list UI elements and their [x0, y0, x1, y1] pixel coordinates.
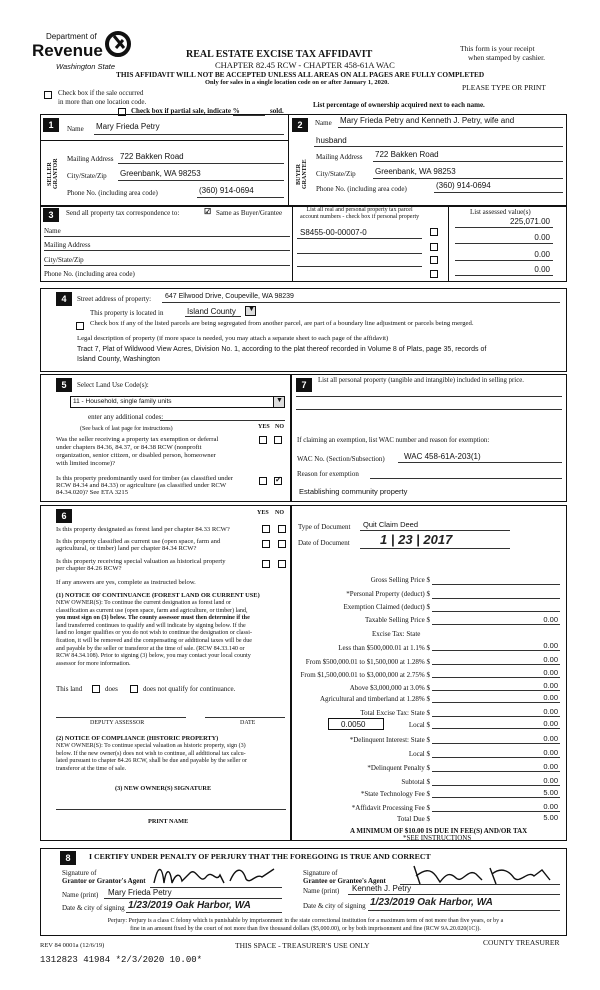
forest-yes-header: YES [257, 510, 269, 516]
located-label: This property is located in [90, 309, 164, 317]
multi-location-checkbox[interactable] [44, 91, 52, 99]
chevron-down-icon: ▼ [248, 306, 255, 313]
form-number: REV 84 0001a (12/6/19) [40, 942, 105, 949]
taxable-value[interactable]: 0.00 [543, 615, 558, 624]
legal-line-2[interactable]: Island County, Washington [77, 356, 160, 363]
recording-stamp: 1312823 41984 *2/3/2020 10.00* [40, 955, 203, 965]
this-land-label: This land [56, 685, 83, 693]
delinquent-local-label: Local $ [408, 750, 430, 758]
tech-fee-value[interactable]: 5.00 [543, 788, 558, 797]
doc-date-value[interactable]: 1 | 23 | 2017 [380, 532, 453, 547]
section-7-badge: 7 [296, 378, 312, 392]
forest-q2-no[interactable] [278, 540, 286, 548]
land-use-code: 11 - Household, single family units [73, 398, 172, 405]
ownership-label: List percentage of ownership acquired next to each name. [313, 101, 485, 109]
seller-city-value[interactable]: Greenbank, WA 98253 [120, 169, 201, 178]
grantee-date-value[interactable]: 1/23/2019 Oak Harbor, WA [370, 897, 493, 908]
delinquent-local-value[interactable]: 0.00 [543, 748, 558, 757]
street-label: Street address of property: [77, 295, 152, 303]
county-value[interactable]: Island County [187, 307, 236, 316]
seller-address-value[interactable]: 722 Bakken Road [120, 152, 184, 161]
timber-yes-checkbox[interactable] [259, 477, 267, 485]
local-rate-value: 0.0050 [341, 720, 366, 729]
revenue-text: Revenue [32, 41, 103, 60]
same-as-check-icon: ☑ [204, 207, 212, 216]
tier1-label: Less than $500,000.01 at 1.1% $ [338, 644, 430, 652]
seller-name-value[interactable]: Mary Frieda Petry [96, 122, 160, 131]
grantor-sig-label: Signature of Grantor or Grantor's Agent [62, 869, 146, 885]
deputy-assessor-label: DEPUTY ASSESSOR [90, 720, 145, 726]
compliance-title: (2) NOTICE OF COMPLIANCE (HISTORIC PROPERTY) [56, 735, 219, 742]
forest-q3: Is this property receiving special valuation as historical property per chapter 84.26 RCW? [56, 558, 226, 572]
forest-q3-no[interactable] [278, 560, 286, 568]
exemption-claimed-label: Exemption Claimed (deduct) $ [343, 603, 430, 611]
parcel-2-checkbox[interactable] [430, 243, 438, 251]
grantor-date-value[interactable]: 1/23/2019 Oak Harbor, WA [128, 900, 251, 911]
exemption-question: Was the seller receiving a property tax exemption or deferral under chapters 84.36, 84.37, or 84.38 RCW (nonprofit organization, senior citizen, or disabled person, homeowner with limited income)? [56, 436, 219, 467]
county-treasurer-label: COUNTY TREASURER [483, 938, 560, 947]
answer-yes-label: If any answers are yes, complete as instructed below. [56, 579, 196, 586]
dor-emblem-icon [105, 30, 131, 58]
partial-sale-label: Check box if partial sale, indicate % [131, 107, 240, 115]
sold-label: sold. [270, 107, 284, 115]
land-use-select-label: Select Land Use Code(s): [77, 381, 149, 389]
doc-type-value[interactable]: Quit Claim Deed [363, 520, 419, 529]
section-5-badge: 5 [56, 378, 72, 392]
see-back-label: (See back of last page for instructions) [80, 426, 173, 432]
buyer-name-cont[interactable]: husband [316, 136, 347, 145]
forest-q1: Is this property designated as forest land per chapter 84.33 RCW? [56, 526, 230, 533]
grantee-print-label: Name (print) [303, 887, 340, 895]
gross-label: Gross Selling Price $ [370, 576, 430, 584]
forest-no-header: NO [275, 510, 284, 516]
excise-state-label: Excise Tax: State [372, 630, 421, 638]
legal-label: Legal description of property (if more space is needed, you may attach a separate sheet to each page of the affidavit) [77, 335, 389, 342]
grantor-date-label: Date & city of signing [62, 904, 125, 912]
parcel-4-checkbox[interactable] [430, 270, 438, 278]
receipt-note: This form is your receipt when stamped by cashier. [460, 44, 546, 62]
only-for-text: Only for sales in a single location code on or after January 1, 2020. [205, 79, 389, 86]
timber-question: Is this property predominantly used for timber (as classified under RCW 84.34 and 84.33) or agriculture (as classified under RCW 84.34.020)? See ETA 3215 [56, 475, 233, 496]
date-label: DATE [240, 720, 256, 726]
seller-side-label: SELLER GRANTOR [47, 158, 59, 190]
forest-q3-yes[interactable] [262, 560, 270, 568]
tier3-label: From $1,500,000.01 to $3,000,000 at 2.75% $ [300, 671, 430, 679]
section-3-badge: 3 [43, 208, 59, 222]
doc-date-label: Date of Document [298, 539, 350, 547]
grantor-signature[interactable] [150, 863, 280, 889]
assessed-3[interactable]: 0.00 [534, 250, 550, 259]
land-does-checkbox[interactable] [92, 685, 100, 693]
delinquent-penalty-label: *Delinquent Penalty $ [367, 764, 430, 772]
parcel-1[interactable]: S8455-00-00007-0 [300, 228, 367, 237]
subtotal-value[interactable]: 0.00 [543, 776, 558, 785]
grantee-print-value[interactable]: Kenneth J. Petry [352, 884, 412, 893]
parcel-3-checkbox[interactable] [430, 256, 438, 264]
multi-location-label: Check box if the sale occurred in more than one location code. [58, 89, 147, 106]
assessed-2[interactable]: 0.00 [534, 233, 550, 242]
local-label: Local $ [408, 721, 430, 729]
segregated-label: Check box if any of the listed parcels are being segregated from another parcel, are part of a boundary line adjustment or parcels being merged. [90, 320, 474, 327]
doc-type-label: Type of Document [298, 523, 351, 531]
delinquent-state-label: *Delinquent Interest: State $ [349, 736, 430, 744]
forest-q2-yes[interactable] [262, 540, 270, 548]
land-use-dropdown-toggle[interactable] [273, 397, 284, 407]
section-8-badge: 8 [60, 851, 76, 865]
corr-phone-label: Phone No. (including area code) [44, 270, 135, 278]
county-dropdown[interactable] [245, 306, 256, 316]
buyer-name-label: Name [315, 119, 332, 127]
section-4-badge: 4 [56, 292, 72, 306]
see-instructions-label: *SEE INSTRUCTIONS [403, 834, 472, 842]
lu-no-header: NO [275, 424, 284, 430]
land-use-dropdown[interactable] [70, 396, 285, 408]
delinquent-state-value[interactable]: 0.00 [543, 734, 558, 743]
wac-label: WAC No. (Section/Subsection) [297, 455, 385, 463]
continuance-text: NEW OWNER(S): To continue the current designation as forest land or classification as current use (open space, farm and agriculture, or timber) land, you must sign on (3) below. The county assessor must then determine if the land transferred continues to qualify and will indicate by signing below. If the land no longer qualifies or you do not wish to continue the designation or classi- fication, it will be removed and the compensating or additional taxes will be due and payable by the seller or transferor at the time of sale. (RCW 84.33.140 or RCW 84.34.108). Prior to signing (3) below, you may contact your local county assessor for more information. [56, 600, 252, 667]
local-value[interactable]: 0.00 [543, 719, 558, 728]
delinquent-penalty-value[interactable]: 0.00 [543, 762, 558, 771]
buyer-city-value[interactable]: Greenbank, WA 98253 [375, 167, 456, 176]
seller-phone-label: Phone No. (including area code) [67, 189, 158, 197]
form-title: REAL ESTATE EXCISE TAX AFFIDAVIT [186, 49, 373, 60]
print-name-label: PRINT NAME [148, 818, 189, 825]
new-owner-signature-label: (3) NEW OWNER(S) SIGNATURE [115, 785, 212, 792]
dor-logo [30, 30, 130, 76]
checkmark-icon: ✓ [275, 475, 282, 484]
does-not-label: does not qualify for continuance. [143, 685, 236, 693]
local-rate-box[interactable] [328, 718, 384, 730]
forest-q1-yes[interactable] [262, 525, 270, 533]
buyer-side-label: BUYER GRANTEE [296, 159, 308, 189]
grantee-date-label: Date & city of signing [303, 902, 366, 910]
legal-line-1[interactable]: Tract 7, Plat of Wildwood View Acres, Division No. 1, according to the plat thereof recorded in Volume 8 of Plats, page 35, records of [77, 346, 487, 353]
corr-address-label: Mailing Address [44, 241, 91, 249]
total-due-label: Total Due $ [397, 815, 430, 823]
grantor-print-label: Name (print) [62, 891, 99, 899]
street-value[interactable]: 647 Ellwood Drive, Coupeville, WA 98239 [165, 293, 294, 300]
buyer-address-label: Mailing Address [316, 153, 363, 161]
section-2-badge: 2 [292, 118, 308, 132]
forest-q1-no[interactable] [278, 525, 286, 533]
same-as-label: Same as Buyer/Grantee [216, 209, 283, 217]
total-state-value[interactable]: 0.00 [543, 707, 558, 716]
exemption-claim-label: If claiming an exemption, list WAC number and reason for exemption: [297, 437, 490, 444]
wac-value[interactable]: WAC 458-61A-203(1) [404, 452, 481, 461]
exemption-yes-checkbox[interactable] [259, 436, 267, 444]
tier1-value[interactable]: 0.00 [543, 641, 558, 650]
tier4-label: Above $3,000,000 at 3.0% $ [349, 684, 430, 692]
buyer-phone-value[interactable]: (360) 914-0694 [436, 181, 491, 190]
tier4-value[interactable]: 0.00 [543, 681, 558, 690]
seller-name-label: Name [67, 125, 84, 133]
section-1-badge: 1 [43, 118, 59, 132]
forest-q2: Is this property classified as current use (open space, farm and agricultural, or timber) land per chapter 84.34 RCW? [56, 538, 221, 552]
seller-city-label: City/State/Zip [67, 172, 107, 180]
total-state-label: Total Excise Tax: State $ [360, 709, 430, 717]
chevron-down-icon: ▼ [276, 397, 283, 404]
minimum-due-label: A MINIMUM OF $10.00 IS DUE IN FEE(S) AND/OR TAX [350, 827, 528, 835]
exemption-no-checkbox[interactable] [274, 436, 282, 444]
personal-label: *Personal Property (deduct) $ [346, 590, 430, 598]
taxable-label: Taxable Selling Price $ [364, 616, 430, 624]
assessed-header: List assessed value(s) [470, 208, 531, 216]
lu-yes-header: YES [258, 424, 270, 430]
tier2-value[interactable]: 0.00 [543, 655, 558, 664]
tier3-value[interactable]: 0.00 [543, 668, 558, 677]
subtotal-label: Subtotal $ [401, 778, 430, 786]
warning-text: THIS AFFIDAVIT WILL NOT BE ACCEPTED UNLESS ALL AREAS ON ALL PAGES ARE FULLY COMPLETED [116, 70, 485, 79]
assessed-4[interactable]: 0.00 [534, 265, 550, 274]
compliance-text: NEW OWNER(S): To continue special valuation as historic property, sign (3) below. If the new owner(s) does not wish to continue, all additional tax calcu- lated pursuant to chapter 84.26 RCW, shall be due and payable by the seller or transferor at the time of sale. [56, 743, 247, 772]
agri-label: Agricultural and timberland at 1.28% $ [319, 695, 430, 703]
seller-phone-value[interactable]: (360) 914-0694 [199, 186, 254, 195]
corr-name-label: Name [44, 227, 61, 235]
tech-fee-label: *State Technology Fee $ [360, 790, 430, 798]
reason-label: Reason for exemption [297, 470, 359, 478]
perjury-notice: Perjury: Perjury is a class C felony which is punishable by imprisonment in the state correctional institution for a maximum term of not more than five years, or by a fine in an amount fixed by the court of not more than five thousand dollars ($5,000.00), or by both imprisonment and fine (RCW 9A.20.020(1C)). [107, 918, 504, 932]
agri-value[interactable]: 0.00 [543, 693, 558, 702]
assessed-1[interactable]: 225,071.00 [509, 217, 550, 226]
reason-value[interactable]: Establishing community property [299, 487, 408, 496]
seller-address-label: Mailing Address [67, 155, 114, 163]
certify-statement: I CERTIFY UNDER PENALTY OF PERJURY THAT THE FOREGOING IS TRUE AND CORRECT [89, 852, 431, 861]
personal-property-label: List all personal property (tangible and intangible) included in selling price. [318, 377, 524, 384]
section-6-badge: 6 [56, 509, 72, 523]
continuance-title: (1) NOTICE OF CONTINUANCE (FOREST LAND OR CURRENT USE) [56, 592, 260, 599]
form-subtitle: CHAPTER 82.45 RCW - CHAPTER 458-61A WAC [215, 60, 395, 70]
timber-no-checkbox[interactable] [274, 477, 282, 485]
affidavit-fee-value[interactable]: 0.00 [543, 802, 558, 811]
affidavit-fee-label: *Affidavit Processing Fee $ [351, 804, 430, 812]
segregated-checkbox[interactable] [76, 322, 84, 330]
tier2-label: From $500,000.01 to $1,500,000 at 1.28% $ [305, 658, 430, 666]
does-label: does [105, 685, 118, 693]
correspondence-label: Send all property tax correspondence to: [66, 209, 180, 217]
treasurer-space-label: THIS SPACE - TREASURER'S USE ONLY [235, 941, 370, 950]
buyer-name-value[interactable]: Mary Frieda Petry and Kenneth J. Petry, wife and [340, 116, 515, 125]
land-does-not-checkbox[interactable] [130, 685, 138, 693]
corr-city-label: City/State/Zip [44, 256, 84, 264]
parcel-header: List all real and personal property tax parcel account numbers - check box if personal property [300, 207, 420, 220]
buyer-phone-label: Phone No. (including area code) [316, 185, 407, 193]
grantee-sig-label: Signature of Grantee or Grantee's Agent [303, 869, 386, 885]
total-due-value[interactable]: 5.00 [543, 813, 558, 822]
dept-of-text: Department of [46, 32, 97, 41]
additional-codes-label: enter any additional codes: [88, 413, 164, 421]
type-or-print: PLEASE TYPE OR PRINT [462, 83, 546, 92]
grantor-print-value[interactable]: Mary Frieda Petry [108, 888, 172, 897]
buyer-address-value[interactable]: 722 Bakken Road [375, 150, 439, 159]
buyer-city-label: City/State/Zip [316, 170, 356, 178]
parcel-1-checkbox[interactable] [430, 228, 438, 236]
washington-state-text: Washington State [56, 62, 116, 71]
